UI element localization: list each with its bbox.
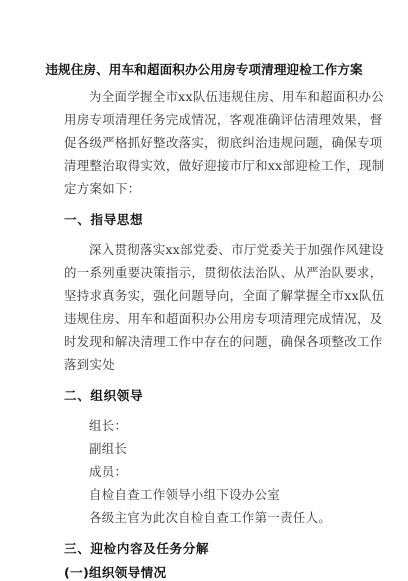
section1-line-2: 的一系列重要决策指示，贯彻依法治队、从严治队要求， [64, 265, 383, 280]
section-heading-guiding-ideology: 一、指导思想 [64, 212, 144, 227]
section2-deputy-leader-label: 副组长 [89, 441, 128, 456]
section-heading-inspection-content: 三、迎检内容及任务分解 [64, 541, 210, 556]
section1-line-1: 深入贯彻落实xx部党委、市厅党委关于加强作风建设 [89, 242, 384, 257]
section1-line-5: 时发现和解决清理工作中存在的问题，确保各项整改工作 [64, 334, 383, 349]
section2-responsibility-line: 各级主官为此次自检自查工作第一责任人。 [89, 510, 332, 525]
section2-members-label: 成员： [89, 464, 128, 479]
intro-line-3: 促各级严格抓好整改落实，彻底纠治违规问题，确保专项 [64, 135, 383, 150]
section1-line-4: 违规住房、用车和超面积办公用房专项清理完成情况，及 [64, 311, 383, 326]
intro-line-2: 用房专项清理任务完成情况，客观准确评估清理效果，督 [64, 112, 383, 127]
subsection-heading-organization-leadership-status: (一)组织领导情况 [64, 565, 167, 580]
intro-line-1: 为全面学握全市xx队伍违规住房、用车和超面积办公 [89, 89, 384, 104]
intro-line-4: 清理整治取得实效，做好迎接市厅和xx部迎检工作，现制 [64, 158, 385, 173]
section1-line-3: 坚持求真务实，强化问题导向，全面了解掌握全市xx队伍 [64, 288, 385, 303]
section2-office-line: 自检自查工作领导小组下设办公室 [89, 487, 281, 502]
document-title: 违规住房、用车和超面积办公用房专项清理迎检工作方案 [45, 62, 363, 77]
section1-line-6: 落到实处 [64, 357, 115, 372]
intro-line-5: 定方案如下： [64, 181, 141, 196]
section2-leader-label: 组长： [89, 418, 128, 433]
section-heading-organization-leadership: 二、组织领导 [64, 388, 144, 403]
